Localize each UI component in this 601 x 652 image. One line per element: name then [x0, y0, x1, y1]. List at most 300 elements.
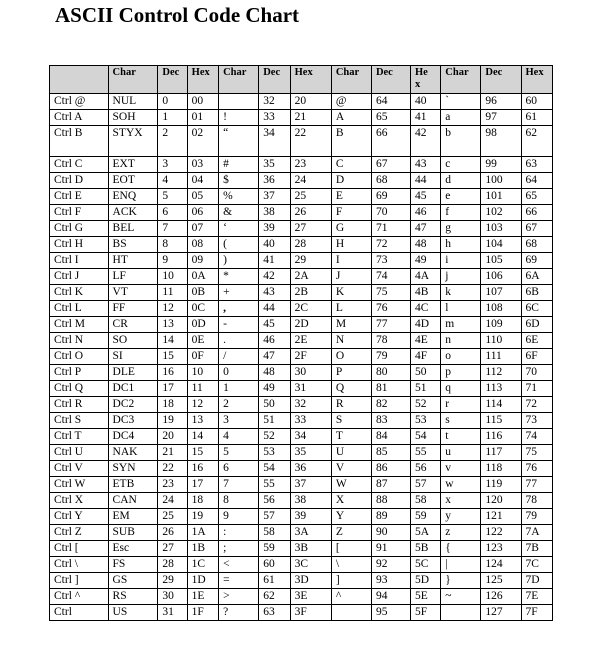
table-cell: FF [108, 301, 158, 317]
table-cell: A [331, 110, 371, 126]
table-cell: 77 [371, 317, 410, 333]
table-cell: 5B [410, 541, 440, 557]
table-cell: 107 [481, 285, 521, 301]
table-cell: 5F [410, 605, 440, 621]
table-cell: 49 [410, 253, 440, 269]
table-cell: 97 [481, 110, 521, 126]
table-cell: 78 [371, 333, 410, 349]
table-cell: 08 [187, 237, 218, 253]
table-cell: 4A [410, 269, 440, 285]
table-cell: 33 [290, 413, 331, 429]
key-combo-cell: Ctrl @ [50, 94, 109, 110]
table-cell: W [331, 477, 371, 493]
key-combo-cell: Ctrl ] [50, 573, 109, 589]
table-cell: } [441, 573, 481, 589]
table-cell: 13 [158, 317, 187, 333]
key-combo-cell: Ctrl F [50, 205, 109, 221]
table-cell: 30 [290, 365, 331, 381]
table-cell: 29 [158, 573, 187, 589]
table-cell: \ [331, 557, 371, 573]
table-cell: 51 [410, 381, 440, 397]
table-cell: 83 [371, 413, 410, 429]
table-cell: 2F [290, 349, 331, 365]
table-cell: 2B [290, 285, 331, 301]
table-cell: 118 [481, 461, 521, 477]
table-cell: 61 [259, 573, 290, 589]
table-cell: d [441, 173, 481, 189]
table-row [50, 413, 553, 429]
table-row [50, 94, 553, 110]
table-cell: 42 [259, 269, 290, 285]
table-cell: 70 [371, 205, 410, 221]
table-cell: G [331, 221, 371, 237]
table-cell: DC2 [108, 397, 158, 413]
table-cell: 92 [371, 557, 410, 573]
table-cell: 111 [481, 349, 521, 365]
table-cell [441, 605, 481, 621]
table-cell: 32 [259, 94, 290, 110]
table-cell: Y [331, 509, 371, 525]
table-cell: CAN [108, 493, 158, 509]
table-cell: 63 [521, 157, 552, 173]
key-combo-cell: Ctrl [50, 605, 109, 621]
table-cell: 47 [410, 221, 440, 237]
key-combo-cell: Ctrl A [50, 110, 109, 126]
table-row [50, 126, 553, 157]
table-cell: , [219, 301, 259, 317]
table-cell: 12 [187, 397, 218, 413]
table-cell: 58 [410, 493, 440, 509]
table-cell: V [331, 461, 371, 477]
table-cell: 01 [187, 110, 218, 126]
table-cell [331, 605, 371, 621]
table-cell: “ [219, 126, 259, 157]
table-cell: { [441, 541, 481, 557]
key-combo-cell: Ctrl V [50, 461, 109, 477]
table-cell: T [331, 429, 371, 445]
key-combo-cell: Ctrl J [50, 269, 109, 285]
table-cell: 4D [410, 317, 440, 333]
column-header: Hex [521, 66, 552, 94]
table-cell: 11 [187, 381, 218, 397]
table-cell: v [441, 461, 481, 477]
table-cell: GS [108, 573, 158, 589]
table-cell: BEL [108, 221, 158, 237]
table-cell: 120 [481, 493, 521, 509]
table-cell: 6 [219, 461, 259, 477]
table-cell: n [441, 333, 481, 349]
table-cell: 46 [410, 205, 440, 221]
table-cell: 9 [219, 509, 259, 525]
table-cell: 5 [158, 189, 187, 205]
table-cell: 114 [481, 397, 521, 413]
table-cell: 43 [410, 157, 440, 173]
table-cell: 42 [410, 126, 440, 157]
table-cell: 3A [290, 525, 331, 541]
table-cell: 5C [410, 557, 440, 573]
table-row [50, 301, 553, 317]
table-cell: 3 [158, 157, 187, 173]
table-cell: 27 [158, 541, 187, 557]
table-cell: * [219, 269, 259, 285]
table-cell: 121 [481, 509, 521, 525]
key-combo-cell: Ctrl K [50, 285, 109, 301]
table-cell: 91 [371, 541, 410, 557]
table-cell: 22 [290, 126, 331, 157]
table-cell: 102 [481, 205, 521, 221]
table-cell: ~ [441, 589, 481, 605]
table-cell: 3F [290, 605, 331, 621]
table-cell: 24 [290, 173, 331, 189]
table-row [50, 429, 553, 445]
table-row [50, 493, 553, 509]
table-cell: 4F [410, 349, 440, 365]
key-combo-cell: Ctrl I [50, 253, 109, 269]
table-cell: 76 [371, 301, 410, 317]
table-cell: 74 [371, 269, 410, 285]
table-cell: 6A [521, 269, 552, 285]
table-cell: y [441, 509, 481, 525]
table-cell: 14 [158, 333, 187, 349]
table-cell: 40 [410, 94, 440, 110]
table-cell: 35 [290, 445, 331, 461]
page-title: ASCII Control Code Chart [55, 3, 300, 27]
table-row [50, 573, 553, 589]
key-combo-cell: Ctrl Q [50, 381, 109, 397]
table-cell: 11 [158, 285, 187, 301]
table-cell: h [441, 237, 481, 253]
column-header: Dec [259, 66, 290, 94]
table-cell: 56 [259, 493, 290, 509]
table-cell: 66 [371, 126, 410, 157]
table-cell: r [441, 397, 481, 413]
table-cell: 90 [371, 525, 410, 541]
table-cell: 103 [481, 221, 521, 237]
key-combo-cell: Ctrl Y [50, 509, 109, 525]
table-row [50, 589, 553, 605]
table-row [50, 110, 553, 126]
table-cell: 45 [410, 189, 440, 205]
table-cell: 15 [187, 445, 218, 461]
table-cell: ` [441, 94, 481, 110]
table-cell: 05 [187, 189, 218, 205]
table-cell: 39 [290, 509, 331, 525]
table-cell: 61 [521, 110, 552, 126]
table-cell: & [219, 205, 259, 221]
table-cell: 47 [259, 349, 290, 365]
table-cell: 126 [481, 589, 521, 605]
table-cell: 7F [521, 605, 552, 621]
table-cell: 04 [187, 173, 218, 189]
table-cell: 49 [259, 381, 290, 397]
table-cell: 60 [521, 94, 552, 110]
table-cell: 71 [371, 221, 410, 237]
table-cell: 82 [371, 397, 410, 413]
table-cell: 20 [158, 429, 187, 445]
table-cell: 55 [259, 477, 290, 493]
table-row [50, 509, 553, 525]
table-cell: 123 [481, 541, 521, 557]
table-cell: 55 [410, 445, 440, 461]
table-cell: 7E [521, 589, 552, 605]
table-cell: STYX [108, 126, 158, 157]
key-combo-cell: Ctrl D [50, 173, 109, 189]
table-cell: 2D [290, 317, 331, 333]
table-cell: 56 [410, 461, 440, 477]
column-header: Char [441, 66, 481, 94]
column-header: Dec [481, 66, 521, 94]
table-cell: a [441, 110, 481, 126]
table-cell: LF [108, 269, 158, 285]
table-cell: 37 [290, 477, 331, 493]
key-combo-cell: Ctrl R [50, 397, 109, 413]
table-cell: DC3 [108, 413, 158, 429]
key-combo-cell: Ctrl S [50, 413, 109, 429]
key-combo-cell: Ctrl W [50, 477, 109, 493]
table-cell: 68 [371, 173, 410, 189]
table-cell: 70 [521, 365, 552, 381]
table-cell: ENQ [108, 189, 158, 205]
header-row [50, 66, 553, 94]
table-cell: 5D [410, 573, 440, 589]
key-combo-cell: Ctrl Z [50, 525, 109, 541]
table-cell [219, 94, 259, 110]
table-cell: 18 [158, 397, 187, 413]
column-header: Hex [290, 66, 331, 94]
table-cell: 37 [259, 189, 290, 205]
table-cell: 80 [371, 365, 410, 381]
key-combo-cell: Ctrl H [50, 237, 109, 253]
table-cell: 27 [290, 221, 331, 237]
table-row [50, 237, 553, 253]
table-row [50, 397, 553, 413]
table-row [50, 461, 553, 477]
table-cell: 104 [481, 237, 521, 253]
table-cell: ! [219, 110, 259, 126]
table-cell: 99 [481, 157, 521, 173]
table-cell: B [331, 126, 371, 157]
column-header: Dec [371, 66, 410, 94]
table-cell: 12 [158, 301, 187, 317]
table-cell: 19 [187, 509, 218, 525]
table-cell: 21 [158, 445, 187, 461]
table-cell: 69 [521, 253, 552, 269]
table-cell: 72 [371, 237, 410, 253]
table-cell: BS [108, 237, 158, 253]
key-combo-cell: Ctrl P [50, 365, 109, 381]
table-cell: 0D [187, 317, 218, 333]
table-cell: RS [108, 589, 158, 605]
table-cell: D [331, 173, 371, 189]
table-cell: 48 [259, 365, 290, 381]
table-cell: 100 [481, 173, 521, 189]
table-cell: FS [108, 557, 158, 573]
table-cell: [ [331, 541, 371, 557]
table-row [50, 269, 553, 285]
table-cell: 44 [410, 173, 440, 189]
table-cell: 0F [187, 349, 218, 365]
table-cell: - [219, 317, 259, 333]
table-cell: q [441, 381, 481, 397]
table-cell: 1D [187, 573, 218, 589]
table-cell: t [441, 429, 481, 445]
table-cell: 1C [187, 557, 218, 573]
table-cell: EOT [108, 173, 158, 189]
table-row [50, 557, 553, 573]
table-cell: 26 [290, 205, 331, 221]
table-cell: 6C [521, 301, 552, 317]
table-cell: # [219, 157, 259, 173]
table-cell: 73 [371, 253, 410, 269]
table-cell: 10 [158, 269, 187, 285]
table-cell: 64 [371, 94, 410, 110]
table-cell: 02 [187, 126, 218, 157]
table-cell: 0A [187, 269, 218, 285]
table-cell: 79 [371, 349, 410, 365]
table-cell: b [441, 126, 481, 157]
table-cell: 1 [219, 381, 259, 397]
table-cell: z [441, 525, 481, 541]
table-cell: 87 [371, 477, 410, 493]
table-cell: 57 [259, 509, 290, 525]
table-cell: 39 [259, 221, 290, 237]
table-cell: i [441, 253, 481, 269]
table-row [50, 253, 553, 269]
table-cell: 14 [187, 429, 218, 445]
table-cell: 59 [259, 541, 290, 557]
table-cell: 0 [158, 94, 187, 110]
table-cell: Esc [108, 541, 158, 557]
table-cell: ] [331, 573, 371, 589]
table-cell: 46 [259, 333, 290, 349]
table-row [50, 445, 553, 461]
table-cell: 3 [219, 413, 259, 429]
table-cell: U [331, 445, 371, 461]
table-cell: 60 [259, 557, 290, 573]
table-cell: 23 [290, 157, 331, 173]
table-cell: 5A [410, 525, 440, 541]
column-header: Char [331, 66, 371, 94]
table-cell: 115 [481, 413, 521, 429]
table-cell: 112 [481, 365, 521, 381]
table-cell: l [441, 301, 481, 317]
table-body [50, 94, 553, 621]
table-cell: 113 [481, 381, 521, 397]
table-row [50, 381, 553, 397]
table-cell: 31 [290, 381, 331, 397]
table-cell: < [219, 557, 259, 573]
table-cell: 0 [219, 365, 259, 381]
table-cell: I [331, 253, 371, 269]
table-cell: SI [108, 349, 158, 365]
table-cell: 23 [158, 477, 187, 493]
table-cell: 52 [410, 397, 440, 413]
table-cell: 50 [410, 365, 440, 381]
table-cell: | [441, 557, 481, 573]
table-cell: 38 [290, 493, 331, 509]
table-cell: K [331, 285, 371, 301]
table-cell: 110 [481, 333, 521, 349]
table-cell: 88 [371, 493, 410, 509]
ascii-table [49, 65, 553, 621]
table-cell: 30 [158, 589, 187, 605]
table-cell: H [331, 237, 371, 253]
table-cell: Q [331, 381, 371, 397]
table-cell: P [331, 365, 371, 381]
table-cell: 117 [481, 445, 521, 461]
table-cell: 17 [158, 381, 187, 397]
table-cell: 4C [410, 301, 440, 317]
table-cell: 16 [158, 365, 187, 381]
table-cell: 52 [259, 429, 290, 445]
table-row [50, 205, 553, 221]
table-cell: 25 [290, 189, 331, 205]
table-cell: 67 [521, 221, 552, 237]
table-cell: 79 [521, 509, 552, 525]
table-row [50, 189, 553, 205]
table-cell: 72 [521, 397, 552, 413]
table-cell: 1E [187, 589, 218, 605]
table-cell: 6F [521, 349, 552, 365]
table-cell: 68 [521, 237, 552, 253]
table-cell: SOH [108, 110, 158, 126]
table-cell: 119 [481, 477, 521, 493]
table-cell: 3E [290, 589, 331, 605]
table-cell: $ [219, 173, 259, 189]
table-cell: 7 [158, 221, 187, 237]
table-cell: O [331, 349, 371, 365]
table-row [50, 333, 553, 349]
key-combo-cell: Ctrl B [50, 126, 109, 157]
table-cell: SO [108, 333, 158, 349]
table-cell: 24 [158, 493, 187, 509]
table-cell: 48 [410, 237, 440, 253]
table-cell: ; [219, 541, 259, 557]
table-cell: L [331, 301, 371, 317]
key-combo-cell: Ctrl N [50, 333, 109, 349]
table-cell: 84 [371, 429, 410, 445]
table-cell: 9 [158, 253, 187, 269]
table-cell: ETB [108, 477, 158, 493]
table-cell: DC4 [108, 429, 158, 445]
table-cell: M [331, 317, 371, 333]
table-cell: J [331, 269, 371, 285]
column-header: Hex [187, 66, 218, 94]
table-cell: 81 [371, 381, 410, 397]
table-cell: 03 [187, 157, 218, 173]
table-row [50, 349, 553, 365]
table-row [50, 541, 553, 557]
key-combo-cell: Ctrl O [50, 349, 109, 365]
table-cell: 40 [259, 237, 290, 253]
table-cell: 109 [481, 317, 521, 333]
table-cell: 93 [371, 573, 410, 589]
table-cell: 2C [290, 301, 331, 317]
table-cell: w [441, 477, 481, 493]
table-row [50, 365, 553, 381]
table-cell: CR [108, 317, 158, 333]
table-cell: 59 [410, 509, 440, 525]
table-cell: 85 [371, 445, 410, 461]
table-cell: 125 [481, 573, 521, 589]
table-cell: 57 [410, 477, 440, 493]
table-cell: 6 [158, 205, 187, 221]
table-cell: e [441, 189, 481, 205]
table-cell: 122 [481, 525, 521, 541]
table-cell: 33 [259, 110, 290, 126]
table-cell: 21 [290, 110, 331, 126]
table-cell: HT [108, 253, 158, 269]
